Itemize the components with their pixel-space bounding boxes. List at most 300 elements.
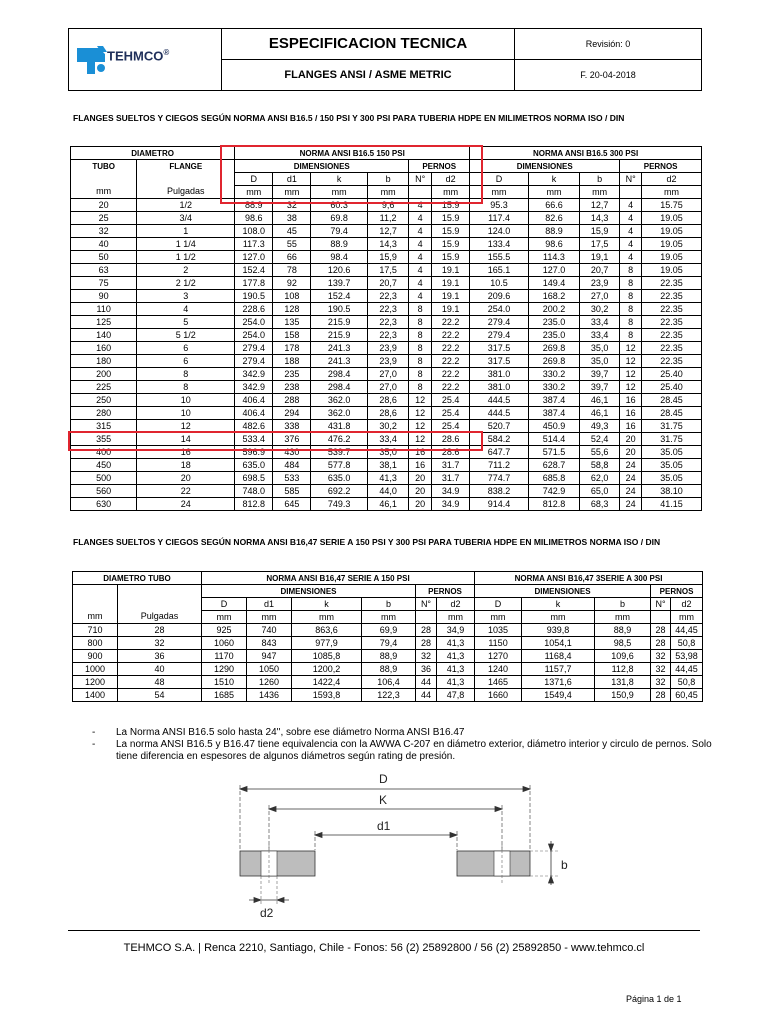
table-cell: 387.4 xyxy=(528,407,579,420)
table-row xyxy=(73,650,703,663)
table-cell: 139.7 xyxy=(311,277,368,290)
table-cell: 250 xyxy=(71,394,137,407)
table-cell: 131,8 xyxy=(595,676,651,689)
table-cell: 24 xyxy=(137,498,235,511)
page-number: Página 1 de 1 xyxy=(626,994,682,1004)
table-cell: 533 xyxy=(273,472,311,485)
table-cell: 241.3 xyxy=(311,342,368,355)
table-cell: 28.45 xyxy=(642,407,702,420)
table-cell: 645 xyxy=(273,498,311,511)
table-cell: 33,4 xyxy=(367,433,408,446)
table-cell: 41,3 xyxy=(437,676,475,689)
table-cell: 8 xyxy=(620,303,642,316)
table-cell: 1085,8 xyxy=(292,650,362,663)
table-cell: 39,7 xyxy=(580,381,620,394)
table-cell: 584.2 xyxy=(470,433,529,446)
table-cell: 190.5 xyxy=(235,290,273,303)
table-cell: 16 xyxy=(137,446,235,459)
note-text: La norma ANSI B16.5 y B16.47 tiene equivalencia con la AWWA C-207 en diámetro exterior, diámetro interior y circulo de pernos. Solo tiene diferencia en espesores de algunos diámetros según rating de presión. xyxy=(116,739,712,762)
table-cell: 4 xyxy=(620,251,642,264)
table-cell: 1549,4 xyxy=(522,689,595,702)
table-cell: 1290 xyxy=(202,663,247,676)
table-cell: 122,3 xyxy=(362,689,416,702)
table-cell: 35.05 xyxy=(642,472,702,485)
unit-cell: mm xyxy=(432,186,470,199)
table-cell: 539.7 xyxy=(311,446,368,459)
table-cell: 178 xyxy=(273,342,311,355)
table-cell: 38 xyxy=(273,212,311,225)
table-cell: 36 xyxy=(118,650,202,663)
table-row xyxy=(71,316,702,329)
unit-cell: mm xyxy=(202,611,247,624)
arrow-head xyxy=(277,898,284,903)
table-cell: 63 xyxy=(71,264,137,277)
label-d2: d2 xyxy=(260,906,274,920)
table-cell: 1050 xyxy=(247,663,292,676)
subcol-header: D xyxy=(235,173,273,186)
table-cell: 1200,2 xyxy=(292,663,362,676)
unit-cell xyxy=(651,611,671,624)
table-cell: 35,0 xyxy=(580,355,620,368)
table-cell: 8 xyxy=(409,316,432,329)
table-cell: 330.2 xyxy=(528,381,579,394)
table-cell: 66.6 xyxy=(528,199,579,212)
unit-cell: mm xyxy=(470,186,529,199)
table-cell: 317.5 xyxy=(470,342,529,355)
table-cell: 44,45 xyxy=(671,624,703,637)
table-cell: 450 xyxy=(71,459,137,472)
table-cell: 88.9 xyxy=(528,225,579,238)
subcol-header: d1 xyxy=(273,173,311,186)
table-cell: 32 xyxy=(651,650,671,663)
table-cell: 215.9 xyxy=(311,329,368,342)
table-cell: 17,5 xyxy=(367,264,408,277)
table-cell: 98.6 xyxy=(235,212,273,225)
table-cell: 10 xyxy=(137,407,235,420)
table-cell: 1270 xyxy=(475,650,522,663)
table-row xyxy=(71,342,702,355)
table-cell: 16 xyxy=(409,459,432,472)
table-cell: 22.35 xyxy=(642,355,702,368)
table-cell: 4 xyxy=(137,303,235,316)
subcol-header: d2 xyxy=(642,173,702,186)
table-cell: 925 xyxy=(202,624,247,637)
table-cell: 31.7 xyxy=(432,459,470,472)
note-item xyxy=(92,739,712,763)
table-cell: 6 xyxy=(137,355,235,368)
unit-cell: mm xyxy=(367,186,408,199)
table-cell: 1465 xyxy=(475,676,522,689)
table-cell: 279.4 xyxy=(235,355,273,368)
logo-text: TEHMCO xyxy=(107,48,164,64)
table-cell: 630 xyxy=(71,498,137,511)
unit-cell: mm xyxy=(522,611,595,624)
table-cell: 8 xyxy=(409,381,432,394)
table-cell: 12 xyxy=(620,355,642,368)
table-cell: 3/4 xyxy=(137,212,235,225)
table-cell: 33,4 xyxy=(580,316,620,329)
table-cell: 2 1/2 xyxy=(137,277,235,290)
table-cell: 12 xyxy=(620,368,642,381)
table-cell: 120.6 xyxy=(311,264,368,277)
table-cell: 450.9 xyxy=(528,420,579,433)
table-cell: 19.05 xyxy=(642,212,702,225)
unit-cell: mm xyxy=(475,611,522,624)
table-cell: 109,6 xyxy=(595,650,651,663)
table-cell: 50,8 xyxy=(671,676,703,689)
table-cell: 12,7 xyxy=(580,199,620,212)
subcol-row xyxy=(73,598,703,611)
arrow-head xyxy=(549,876,554,883)
table-row xyxy=(71,381,702,394)
table-cell: 362.0 xyxy=(311,394,368,407)
unit-cell: mm xyxy=(595,611,651,624)
header-flange: FLANGE xyxy=(137,160,235,173)
table-row xyxy=(71,472,702,485)
table-row xyxy=(71,394,702,407)
table-cell: 1660 xyxy=(475,689,522,702)
table-cell: 32 xyxy=(651,676,671,689)
table-cell: 1260 xyxy=(247,676,292,689)
flange-left-section xyxy=(240,851,315,876)
unit-cell: Pulgadas xyxy=(118,611,202,624)
table-cell: 50,8 xyxy=(671,637,703,650)
table-cell: 46,1 xyxy=(367,498,408,511)
table-cell: 1054,1 xyxy=(522,637,595,650)
table-cell: 168.2 xyxy=(528,290,579,303)
table-cell: 228.6 xyxy=(235,303,273,316)
table-cell: 65,0 xyxy=(580,485,620,498)
table-cell: 4 xyxy=(409,199,432,212)
table-cell: 88,9 xyxy=(362,650,416,663)
table-cell: 25 xyxy=(71,212,137,225)
unit-cell: mm xyxy=(671,611,703,624)
table-cell: 20 xyxy=(71,199,137,212)
table-cell: 12 xyxy=(409,433,432,446)
subcol-header: b xyxy=(362,598,416,611)
logo-registered-mark: ® xyxy=(163,48,170,57)
table-cell: 117.4 xyxy=(470,212,529,225)
table-cell: 288 xyxy=(273,394,311,407)
table-cell: 49,3 xyxy=(580,420,620,433)
table-cell: 152.4 xyxy=(311,290,368,303)
table-row xyxy=(73,689,703,702)
table-cell: 165.1 xyxy=(470,264,529,277)
table-cell: 35,0 xyxy=(367,446,408,459)
table-cell: 4 xyxy=(409,277,432,290)
table-cell: 19.1 xyxy=(432,303,470,316)
subcol-header: D xyxy=(470,173,529,186)
table-cell: 20,7 xyxy=(367,277,408,290)
table-cell: 22,3 xyxy=(367,303,408,316)
flange-right-section xyxy=(457,851,530,876)
table-cell: 22.35 xyxy=(642,342,702,355)
document-title: ESPECIFICACION TECNICA xyxy=(222,29,515,60)
table-cell: 19.1 xyxy=(432,277,470,290)
header-dimensiones-150: DIMENSIONES xyxy=(202,585,416,598)
table-cell: 41,3 xyxy=(437,650,475,663)
table-cell: 585 xyxy=(273,485,311,498)
table-cell: 40 xyxy=(71,238,137,251)
table-cell: 431.8 xyxy=(311,420,368,433)
arrow-head xyxy=(315,833,322,838)
table-cell: 28 xyxy=(651,624,671,637)
table-cell: 32 xyxy=(118,637,202,650)
table-cell: 177.8 xyxy=(235,277,273,290)
table-cell: 635.0 xyxy=(235,459,273,472)
table-cell: 406.4 xyxy=(235,394,273,407)
table-cell: 55 xyxy=(273,238,311,251)
table-row xyxy=(71,329,702,342)
table-cell: 31.75 xyxy=(642,420,702,433)
table-cell: 108 xyxy=(273,290,311,303)
table-cell: 2 xyxy=(137,264,235,277)
table-cell: 78 xyxy=(273,264,311,277)
table-cell: 12 xyxy=(620,381,642,394)
table-cell: 1240 xyxy=(475,663,522,676)
table-cell: 44 xyxy=(416,689,437,702)
table-cell: 1157,7 xyxy=(522,663,595,676)
subcol-header: N° xyxy=(620,173,642,186)
table-cell: 69.8 xyxy=(311,212,368,225)
table-cell: 53,98 xyxy=(671,650,703,663)
table-row xyxy=(73,676,703,689)
table-cell: 4 xyxy=(409,290,432,303)
table-cell: 376 xyxy=(273,433,311,446)
table-cell: 14,3 xyxy=(367,238,408,251)
unit-cell: mm xyxy=(437,611,475,624)
table-cell: 90 xyxy=(71,290,137,303)
label-b: b xyxy=(561,858,568,872)
table-cell: 269.8 xyxy=(528,355,579,368)
table-cell: 8 xyxy=(137,381,235,394)
table-cell: 27,0 xyxy=(580,290,620,303)
subcol-header: k xyxy=(528,173,579,186)
unit-cell: mm xyxy=(235,186,273,199)
table-cell: 31.75 xyxy=(642,433,702,446)
table-cell: 36 xyxy=(416,663,437,676)
table-cell: 20 xyxy=(409,498,432,511)
table-cell: 40 xyxy=(118,663,202,676)
subcol-header: D xyxy=(475,598,522,611)
table-cell: 533.4 xyxy=(235,433,273,446)
table-cell: 381.0 xyxy=(470,381,529,394)
arrow-head xyxy=(450,833,457,838)
table-cell: 54 xyxy=(118,689,202,702)
table-cell: 95.3 xyxy=(470,199,529,212)
table-cell: 362.0 xyxy=(311,407,368,420)
table-cell: 22.2 xyxy=(432,329,470,342)
table-cell: 79,4 xyxy=(362,637,416,650)
table-cell: 58,8 xyxy=(580,459,620,472)
subcol-header: d2 xyxy=(432,173,470,186)
table-cell: 4 xyxy=(620,212,642,225)
table-cell: 38,1 xyxy=(367,459,408,472)
table-cell: 22.35 xyxy=(642,290,702,303)
unit-cell xyxy=(620,186,642,199)
table-row xyxy=(71,498,702,511)
table-cell: 34.9 xyxy=(432,498,470,511)
table-cell: 1685 xyxy=(202,689,247,702)
footer-contact: TEHMCO S.A. | Renca 2210, Santiago, Chile - Fonos: 56 (2) 25892800 / 56 (2) 25892850 - www.tehmco.cl xyxy=(123,942,645,954)
table-cell: 355 xyxy=(71,433,137,446)
table-cell: 280 xyxy=(71,407,137,420)
subcol-header: N° xyxy=(651,598,671,611)
document-header xyxy=(68,28,702,91)
notes xyxy=(92,727,712,763)
table-cell: 45 xyxy=(273,225,311,238)
table-cell: 698.5 xyxy=(235,472,273,485)
table-cell: 209.6 xyxy=(470,290,529,303)
table-cell: 200.2 xyxy=(528,303,579,316)
table-cell: 1436 xyxy=(247,689,292,702)
table-cell: 514.4 xyxy=(528,433,579,446)
table-row xyxy=(71,225,702,238)
subcol-header: b xyxy=(367,173,408,186)
table-cell: 685.8 xyxy=(528,472,579,485)
subcol-header: b xyxy=(580,173,620,186)
table-cell: 23,9 xyxy=(580,277,620,290)
table-cell: 400 xyxy=(71,446,137,459)
table-cell: 14 xyxy=(137,433,235,446)
table-cell: 38.10 xyxy=(642,485,702,498)
table-cell: 112,8 xyxy=(595,663,651,676)
table-cell: 15,9 xyxy=(580,225,620,238)
table-cell: 127.0 xyxy=(528,264,579,277)
table-cell: 15.75 xyxy=(642,199,702,212)
table-cell: 28,6 xyxy=(367,407,408,420)
table-cell: 190.5 xyxy=(311,303,368,316)
table-cell: 25.40 xyxy=(642,381,702,394)
table-cell: 1 1/2 xyxy=(137,251,235,264)
table-cell: 114.3 xyxy=(528,251,579,264)
subcol-header: d2 xyxy=(671,598,703,611)
table-cell: 108.0 xyxy=(235,225,273,238)
table-cell: 117.3 xyxy=(235,238,273,251)
table-cell: 20 xyxy=(620,446,642,459)
table-cell: 444.5 xyxy=(470,407,529,420)
table-cell: 28 xyxy=(118,624,202,637)
table-cell: 66 xyxy=(273,251,311,264)
table-cell: 215.9 xyxy=(311,316,368,329)
table-row xyxy=(71,459,702,472)
table-cell: 15.9 xyxy=(432,238,470,251)
table-cell: 8 xyxy=(409,355,432,368)
table-cell: 1 1/4 xyxy=(137,238,235,251)
table-cell: 10 xyxy=(137,394,235,407)
table2-heading: FLANGES SUELTOS Y CIEGOS SEGÚN NORMA ANSI B16,47 SERIE A 150 PSI Y 300 PSI PARA TUBERIA HDPE EN MILIMETROS NORMA ISO / DIN xyxy=(73,537,661,547)
unit-cell: Pulgadas xyxy=(137,186,235,199)
header-norma-150: NORMA ANSI B16.5 150 PSI xyxy=(235,147,470,160)
table-cell: 12 xyxy=(409,420,432,433)
table-cell: 22.35 xyxy=(642,329,702,342)
table-cell: 22.35 xyxy=(642,303,702,316)
unit-cell xyxy=(416,611,437,624)
table-cell: 4 xyxy=(409,225,432,238)
table-cell: 41,3 xyxy=(437,663,475,676)
subcol-header: k xyxy=(311,173,368,186)
table-cell: 140 xyxy=(71,329,137,342)
table-cell: 1168,4 xyxy=(522,650,595,663)
table-cell: 692.2 xyxy=(311,485,368,498)
table-cell: 5 xyxy=(137,316,235,329)
table-cell: 106,4 xyxy=(362,676,416,689)
table-cell: 748.0 xyxy=(235,485,273,498)
table-cell: 8 xyxy=(620,316,642,329)
table-cell: 48 xyxy=(118,676,202,689)
table-cell: 60,45 xyxy=(671,689,703,702)
header-dimensiones-300: DIMENSIONES xyxy=(470,160,620,173)
tehmco-logo-icon xyxy=(75,42,109,78)
note-text: La Norma ANSI B16.5 solo hasta 24'', sobre ese diámetro Norma ANSI B16.47 xyxy=(116,727,465,738)
table-cell: 269.8 xyxy=(528,342,579,355)
table-row xyxy=(71,355,702,368)
table-cell: 1371,6 xyxy=(522,676,595,689)
unit-cell: mm xyxy=(71,186,137,199)
table-cell: 22.2 xyxy=(432,355,470,368)
highlight-box-150psi-header xyxy=(220,145,483,204)
table-cell: 22.35 xyxy=(642,316,702,329)
table-cell: 35,0 xyxy=(580,342,620,355)
arrow-head xyxy=(269,807,276,812)
table-cell: 1150 xyxy=(475,637,522,650)
table-cell: 32 xyxy=(71,225,137,238)
logo xyxy=(69,29,222,90)
arrow-head xyxy=(549,844,554,851)
table-cell: 15.9 xyxy=(432,251,470,264)
table-cell: 30,2 xyxy=(367,420,408,433)
table-cell: 1035 xyxy=(475,624,522,637)
table-cell: 16 xyxy=(620,407,642,420)
table-cell: 8 xyxy=(620,290,642,303)
table-cell: 135 xyxy=(273,316,311,329)
table-cell: 17,5 xyxy=(580,238,620,251)
table-cell: 900 xyxy=(73,650,118,663)
subcol-header: b xyxy=(595,598,651,611)
table-cell: 41,3 xyxy=(367,472,408,485)
table-cell: 30,2 xyxy=(580,303,620,316)
table1-heading: FLANGES SUELTOS Y CIEGOS SEGÚN NORMA ANSI B16.5 / 150 PSI Y 300 PSI PARA TUBERIA HDPE EN MILIMETROS NORMA ISO / DIN xyxy=(73,113,625,123)
unit-cell: mm xyxy=(311,186,368,199)
table-cell: 60.3 xyxy=(311,199,368,212)
subcol-header: d2 xyxy=(437,598,475,611)
table-cell: 254.0 xyxy=(235,316,273,329)
table-cell: 863,6 xyxy=(292,624,362,637)
table-cell: 39,7 xyxy=(580,368,620,381)
label-K: K xyxy=(379,793,388,807)
table-cell: 235.0 xyxy=(528,329,579,342)
table-cell: 947 xyxy=(247,650,292,663)
table-cell: 24 xyxy=(620,472,642,485)
table-cell: 740 xyxy=(247,624,292,637)
table-cell: 25.40 xyxy=(642,368,702,381)
table-cell: 127.0 xyxy=(235,251,273,264)
table-cell: 92 xyxy=(273,277,311,290)
table-cell: 476.2 xyxy=(311,433,368,446)
footer-divider xyxy=(68,930,700,931)
table-row xyxy=(71,264,702,277)
table-cell: 12,7 xyxy=(367,225,408,238)
table-cell: 22.2 xyxy=(432,368,470,381)
table-cell: 8 xyxy=(409,303,432,316)
table-cell: 88.9 xyxy=(311,238,368,251)
table-row xyxy=(73,624,703,637)
table-cell: 4 xyxy=(409,212,432,225)
table-cell: 23,9 xyxy=(367,342,408,355)
unit-cell: mm xyxy=(580,186,620,199)
table-cell: 812.8 xyxy=(528,498,579,511)
table-cell: 150,9 xyxy=(595,689,651,702)
